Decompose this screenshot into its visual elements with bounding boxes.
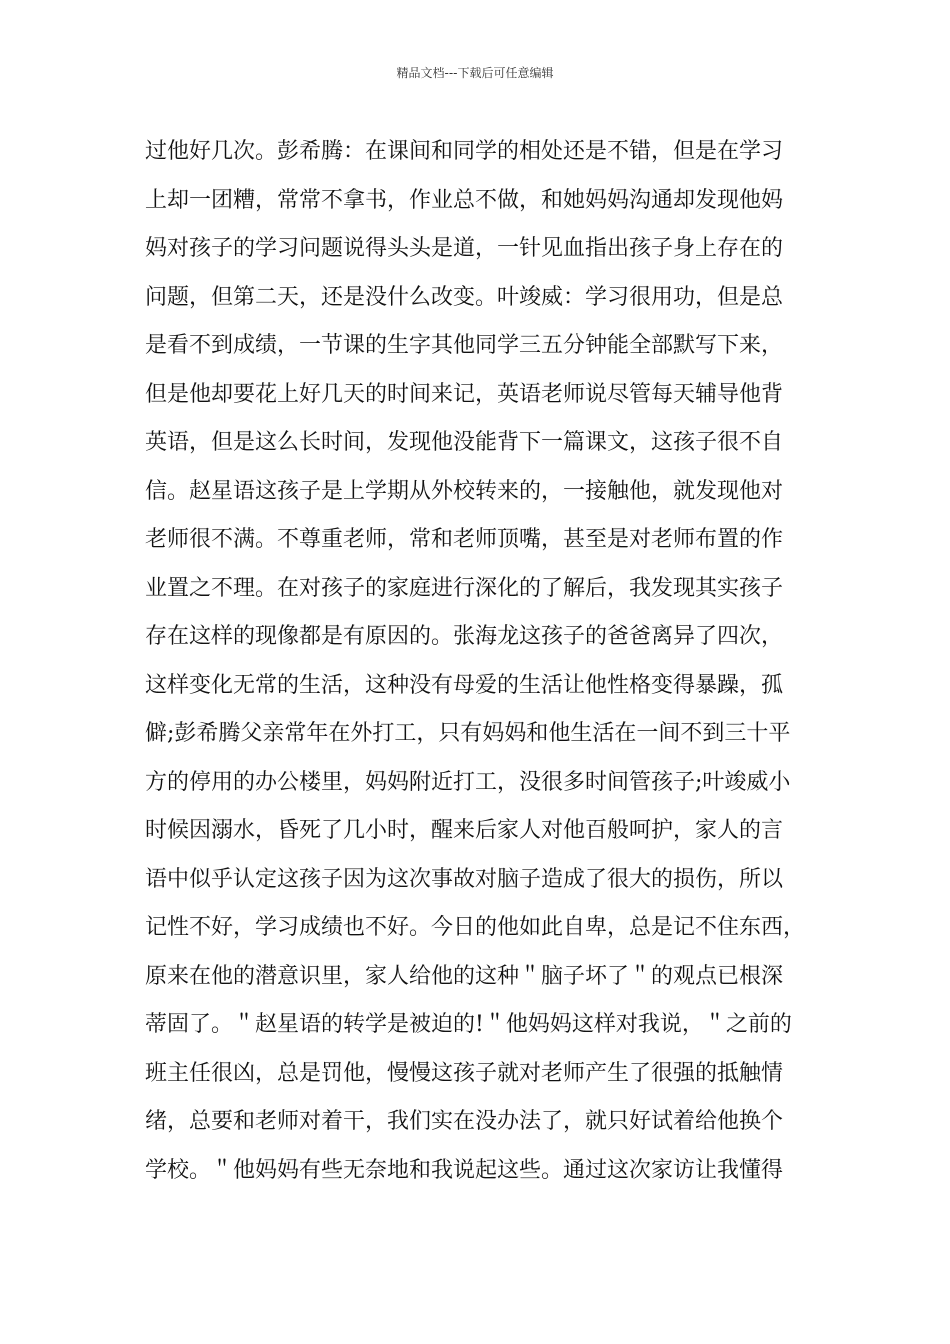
text-line: 是看不到成绩，一节课的生字其他同学三五分钟能全部默写下来， <box>145 333 784 358</box>
text-line: 语中似乎认定这孩子因为这次事故对脑子造成了很大的损伤，所以 <box>145 866 784 892</box>
text-line: 绪，总要和老师对着干，我们实在没办法了，就只好试着给他换个 <box>145 1109 784 1134</box>
text-line: 时候因溺水，昏死了几小时，醒来后家人对他百般呵护，家人的言 <box>145 818 784 843</box>
text-line: 记性不好，学习成绩也不好。今日的他如此自卑，总是记不住东西， <box>145 915 806 940</box>
text-line: 原来在他的潜意识里，家人给他的这种＂脑子坏了＂的观点已根深 <box>145 963 784 989</box>
text-line: 英语，但是这么长时间，发现他没能背下一篇课文，这孩子很不自 <box>145 430 784 455</box>
text-line: 学校。＂他妈妈有些无奈地和我说起这些。通过这次家访让我懂得 <box>145 1157 784 1183</box>
page-header: 精品文档---下载后可任意编辑 <box>396 66 554 80</box>
text-line: 业置之不理。在对孩子的家庭进行深化的了解后，我发现其实孩子 <box>145 575 784 601</box>
text-line: 僻;彭希腾父亲常年在外打工，只有妈妈和他生活在一间不到三十平 <box>145 721 791 746</box>
text-line: 但是他却要花上好几天的时间来记，英语老师说尽管每天辅导他背 <box>145 381 784 407</box>
text-line: 存在这样的现像都是有原因的。张海龙这孩子的爸爸离异了四次， <box>145 624 784 649</box>
body-text <box>145 132 815 1199</box>
text-line: 妈对孩子的学习问题说得头头是道，一针见血指出孩子身上存在的 <box>145 236 784 261</box>
text-line: 蒂固了。＂赵星语的转学是被迫的!＂他妈妈这样对我说，＂之前的 <box>145 1012 792 1037</box>
text-line: 班主任很凶，总是罚他，慢慢这孩子就对老师产生了很强的抵触情 <box>145 1060 784 1086</box>
text-line: 老师很不满。不尊重老师，常和老师顶嘴，甚至是对老师布置的作 <box>145 527 784 552</box>
text-line: 信。赵星语这孩子是上学期从外校转来的，一接触他，就发现他对 <box>145 478 784 504</box>
text-line: 上却一团糟，常常不拿书，作业总不做，和她妈妈沟通却发现他妈 <box>145 187 784 213</box>
text-line: 过他好几次。彭希腾：在课间和同学的相处还是不错，但是在学习 <box>145 139 784 164</box>
text-line: 方的停用的办公楼里，妈妈附近打工，没很多时间管孩子;叶竣威小 <box>145 769 791 795</box>
text-line: 这样变化无常的生活，这种没有母爱的生活让他性格变得暴躁，孤 <box>145 672 784 698</box>
text-line: 问题，但第二天，还是没什么改变。叶竣威：学习很用功，但是总 <box>145 284 784 310</box>
